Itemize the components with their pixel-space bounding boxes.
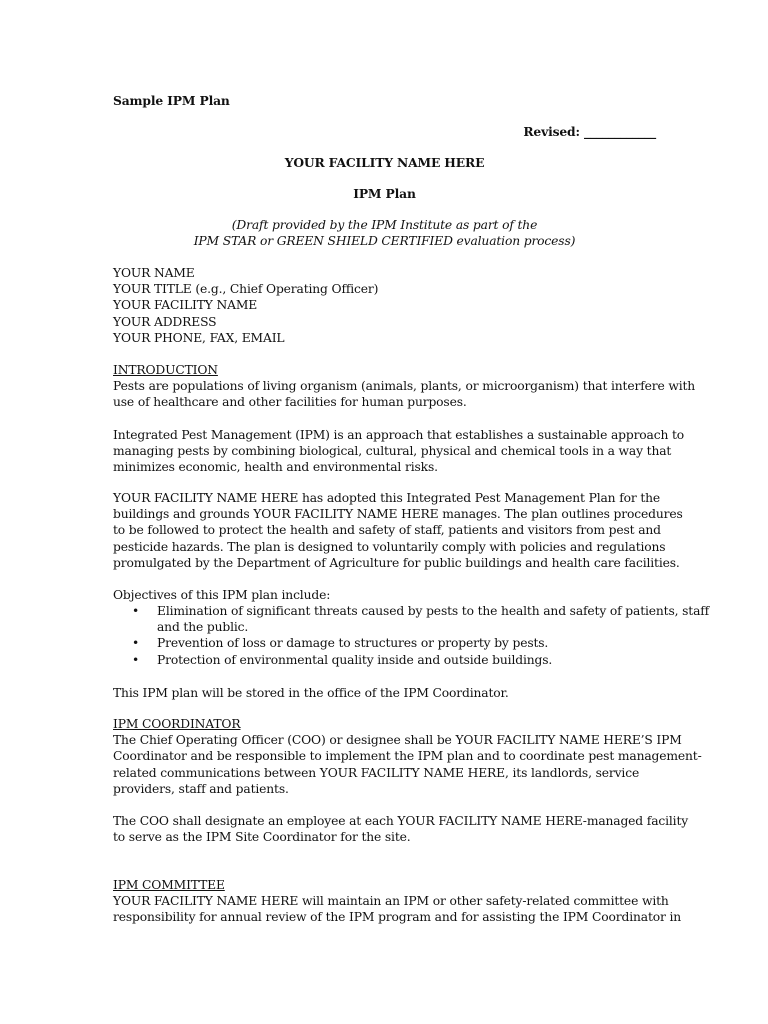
paragraph-line: responsibility for annual review of the IPM program and for assisting the IPM Coordinator in [113,910,682,925]
storage-statement: This IPM plan will be stored in the office of the IPM Coordinator. [113,686,509,700]
paragraph-line: to serve as the IPM Site Coordinator for the site. [113,830,411,845]
adoption-paragraph [113,490,683,571]
objectives-lead: Objectives of this IPM plan include: [113,588,331,602]
contact-name: YOUR NAME [113,266,195,280]
section-heading-introduction: INTRODUCTION [113,363,218,377]
ipm-definition-paragraph [113,427,685,476]
site-coordinator-paragraph [113,813,689,845]
paragraph-line: Coordinator and be responsible to implement the IPM plan and to coordinate pest management- [113,749,702,764]
list-item [113,652,673,668]
contact-phone: YOUR PHONE, FAX, EMAIL [113,330,285,345]
draft-note-line: (Draft provided by the IPM Institute as part of the [231,218,538,232]
paragraph-line: The Chief Operating Officer (COO) or designee shall be YOUR FACILITY NAME HERE’S IPM [113,733,682,748]
facility-heading: YOUR FACILITY NAME HERE [284,155,485,170]
paragraph-line: pesticide hazards. The plan is designed to voluntarily comply with policies and regulations [113,539,666,554]
paragraph-line: buildings and grounds YOUR FACILITY NAME HERE manages. The plan outlines procedures [113,507,683,522]
paragraph-line: Integrated Pest Management (IPM) is an approach that establishes a sustainable approach to [113,428,685,442]
list-item-text: and the public. [157,620,249,635]
bullet-icon: • [132,636,140,651]
committee-section [113,877,682,926]
draft-note [113,217,656,249]
contact-title: YOUR TITLE (e.g., Chief Operating Officer) [113,282,379,297]
paragraph-line: The COO shall designate an employee at each YOUR FACILITY NAME HERE-managed facility [113,814,689,828]
paragraph-line: managing pests by combining biological, cultural, physical and chemical tools in a way that [113,444,672,459]
paragraph-line: YOUR FACILITY NAME HERE has adopted this Integrated Pest Management Plan for the [113,491,661,505]
contact-facility: YOUR FACILITY NAME [113,298,258,313]
doc-title: Sample IPM Plan [113,93,230,108]
section-heading-committee: IPM COMMITTEE [113,878,225,892]
draft-note-line: IPM STAR or GREEN SHIELD CERTIFIED evaluation process) [193,234,576,249]
plan-heading: IPM Plan [353,186,416,201]
contact-address: YOUR ADDRESS [113,314,217,329]
objectives-list [113,603,710,668]
paragraph-line: related communications between YOUR FACILITY NAME HERE, its landlords, service [113,765,640,780]
list-item-text: Prevention of loss or damage to structures or property by pests. [157,636,549,651]
introduction-section [113,362,696,411]
contact-block [113,265,673,346]
paragraph-line: Pests are populations of living organism (animals, plants, or microorganism) that interfere with [113,379,696,394]
section-heading-coordinator: IPM COORDINATOR [113,717,241,731]
paragraph-line: to be followed to protect the health and safety of staff, patients and visitors from pest and [113,523,661,538]
paragraph-line: use of healthcare and other facilities for human purposes. [113,395,467,410]
paragraph-line: providers, staff and patients. [113,781,289,796]
list-item-text: Protection of environmental quality inside and outside buildings. [157,652,553,667]
paragraph-line: promulgated by the Department of Agriculture for public buildings and health care facilities. [113,555,680,570]
paragraph-line: minimizes economic, health and environmental risks. [113,460,438,475]
list-item-text: Elimination of significant threats caused by pests to the health and safety of patients, staff [157,604,710,618]
revised-line: Revised: ____________ [523,124,656,139]
bullet-icon: • [132,604,140,618]
list-item [113,635,673,651]
list-item [113,603,710,635]
paragraph-line: YOUR FACILITY NAME HERE will maintain an IPM or other safety-related committee with [113,894,669,909]
bullet-icon: • [132,652,140,667]
coordinator-section [113,716,702,797]
